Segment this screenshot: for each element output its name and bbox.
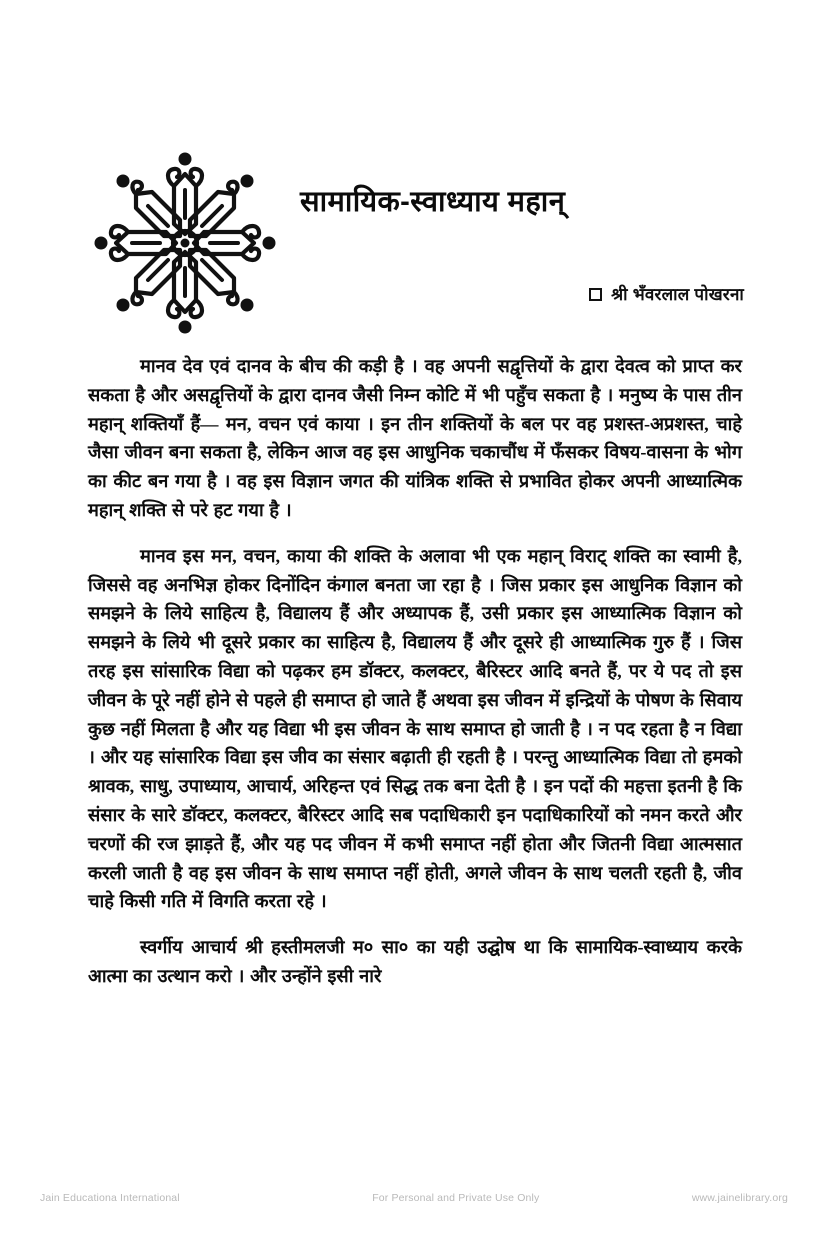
page-title [292,184,744,220]
eight-pointed-star-ornament-icon [92,150,278,336]
paragraph: मानव इस मन, वचन, काया की शक्ति के अलावा भी एक महान् विराट् शक्ति का स्वामी है, जिससे वह अनभिज्ञ होकर दिनोंदिन कंगाल बनता जा रहा है । जिस प्रकार इस आधुनिक विज्ञान को समझने के लिये साहित्य है, विद्यालय हैं और अध्यापक हैं, उसी प्रकार इस आध्यात्मिक विज्ञान को समझने के लिये भी दूसरे प्रकार का साहित्य है, विद्यालय हैं और दूसरे ही आध्यात्मिक गुरु हैं । जिस तरह इस सांसारिक विद्या को पढ़कर हम डॉक्टर, कलक्टर, बैरिस्टर आदि बनते हैं, पर ये पद तो इस जीवन के पूरे नहीं होने से पहले ही समाप्त हो जाते हैं अथवा इस जीवन में इन्द्रियों के पोषण के सिवाय कुछ नहीं मिलता है और यह विद्या भी इस जीवन के साथ समाप्त हो जाती है । न पद रहता है न विद्या । और यह सांसारिक विद्या इस जीव का संसार बढ़ाती ही रहती है । परन्तु आध्यात्मिक विद्या तो हमको श्रावक, साधु, उपाध्याय, आचार्य, अरिहन्त एवं सिद्ध तक बना देती है । इन पदों की महत्ता इतनी है कि संसार के सारे डॉक्टर, कलक्टर, बैरिस्टर आदि सब पदाधिकारी इन पदाधिकारियों को नमन करते और चरणों की रज झाड़ते हैं, और यह पद जीवन में कभी समाप्त नहीं होता और जितनी विद्या आत्मसात करली जाती है वह इस जीवन के साथ समाप्त नहीं होती, अगले जीवन के साथ चलती रहती है, जीव चाहे किसी गति में विगति करता रहे । [88,545,742,912]
author-name: श्री भँवरलाल पोखरना [611,285,744,304]
paragraph: मानव देव एवं दानव के बीच की कड़ी है । वह अपनी सद्वृत्तियों के द्वारा देवत्व को प्राप्त कर सकता है और असद्वृत्तियों के द्वारा दानव जैसी निम्न कोटि में भी पहुँच सकता है । मनुष्य के पास तीन महान् शक्तियाँ हैं— मन, वचन एवं काया । इन तीन शक्तियों के बल पर वह प्रशस्त-अप्रशस्त, चाहे जैसा जीवन बना सकता है, लेकिन आज वह इस आधुनिक चकाचौंध में फँसकर विषय-वासना के भोग का कीट बन गया है । वह इस विज्ञान जगत की यांत्रिक शक्ति से प्रभावित होकर अपनी आध्यात्मिक महान् शक्ति से परे हट गया है । [88,356,742,520]
article-body [88,352,742,991]
paragraph: स्वर्गीय आचार्य श्री हस्तीमलजी म० सा० का यही उद्घोष था कि सामायिक-स्वाध्याय करके आत्मा का उत्थान करो । और उन्होंने इसी नारे [88,937,742,986]
footer-website[interactable]: www.jainelibrary.org [691,1192,788,1204]
open-square-bullet-icon [589,288,602,301]
footer-usage-notice: For Personal and Private Use Only [372,1192,540,1204]
byline [292,282,748,305]
footer-organization: Jain Educationa International [40,1192,180,1204]
article-title: सामायिक-स्वाध्याय महान् [300,186,566,218]
article-header [92,150,744,335]
page-footer [40,1192,788,1204]
